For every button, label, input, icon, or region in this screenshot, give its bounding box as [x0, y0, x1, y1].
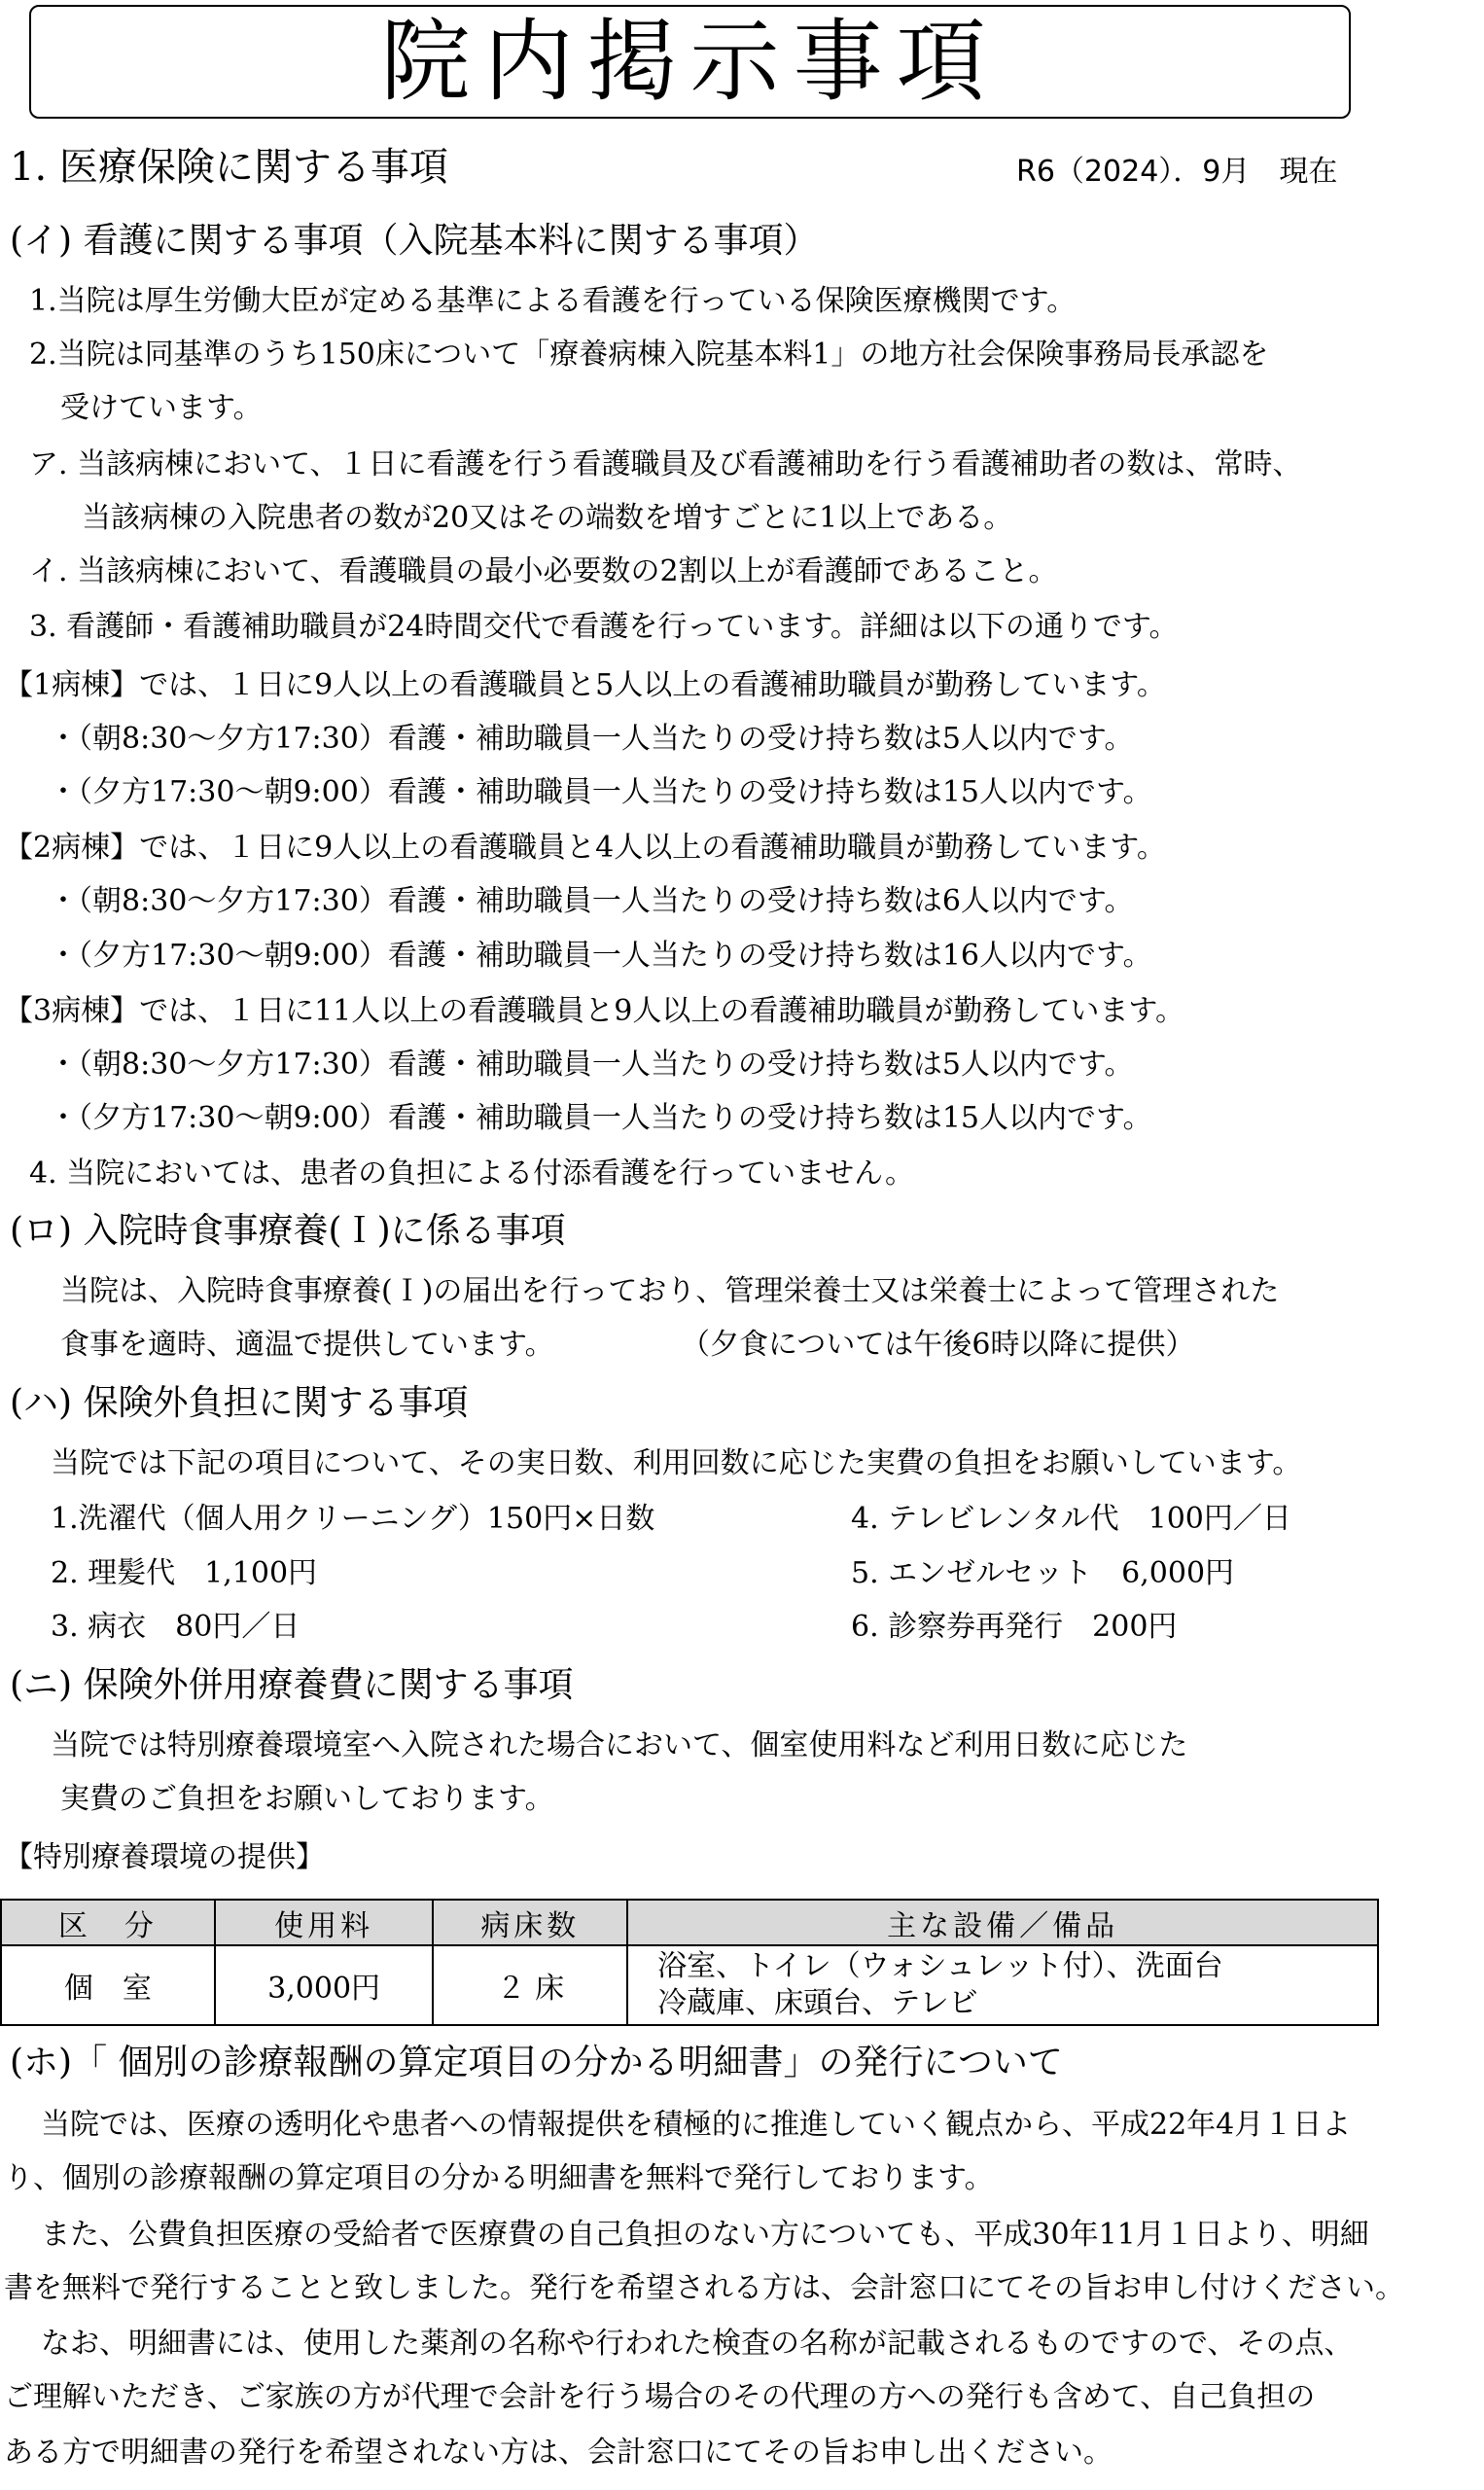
ward-line: 【3病棟】では、１日に11人以上の看護職員と9人以上の看護補助職員が勤務しています。	[4, 994, 1184, 1028]
nursing-line: 4. 当院においては、患者の負担による付添看護を行っていません。	[29, 1156, 914, 1191]
room-table-caption: 【特別療養環境の提供】	[4, 1840, 325, 1874]
section-date: R6（2024）．9月 現在	[1016, 155, 1338, 189]
cell-equipment	[627, 1945, 1378, 2025]
statement-line: ご理解いただき、ご家族の方が代理で会計を行う場合のその代理の方への発行も含めて、自己負担の	[4, 2380, 1316, 2414]
ward-line: 【1病棟】では、１日に9人以上の看護職員と5人以上の看護補助職員が勤務しています。	[4, 668, 1166, 702]
cell-beds: ２ 床	[433, 1945, 627, 2025]
extra-cost-item: 4. テレビレンタル代 100円／日	[851, 1502, 1291, 1536]
statement-line: また、公費負担医療の受給者で医療費の自己負担のない方についても、平成30年11月１日より、明細	[41, 2218, 1369, 2252]
table-header-fee: 使用料	[215, 1900, 434, 1945]
meal-heading: (ロ) 入院時食事療養(Ｉ)に係る事項	[10, 1211, 566, 1251]
nursing-line: イ. 当該病棟において、看護職員の最小必要数の2割以上が看護師であること。	[29, 554, 1058, 588]
ward-line: 【2病棟】では、１日に9人以上の看護職員と4人以上の看護補助職員が勤務しています。	[4, 831, 1166, 865]
room-line: 実費のご負担をお願いしております。	[60, 1782, 554, 1816]
meal-dinner-note: （夕食については午後6時以降に提供）	[681, 1328, 1195, 1362]
room-line: 当院では特別療養環境室へ入院された場合において、個室使用料など利用日数に応じた	[51, 1728, 1188, 1762]
page-title: 院内掲示事項	[380, 9, 1000, 114]
extra-cost-item: 3. 病衣 80円／日	[51, 1610, 300, 1644]
extra-cost-item: 2. 理髪代 1,100円	[51, 1556, 318, 1590]
cell-kubun: 個 室	[1, 1945, 215, 2025]
statement-line: なお、明細書には、使用した薬剤の名称や行われた検査の名称が記載されるものですので、その点、	[41, 2327, 1354, 2361]
statement-line: 当院では、医療の透明化や患者への情報提供を積極的に推進していく観点から、平成22年4月１日よ	[41, 2108, 1352, 2142]
statement-line: ある方で明細書の発行を希望されない方は、会計窓口にてその旨お申し出ください。	[4, 2436, 1113, 2470]
statement-line: り、個別の診療報酬の算定項目の分かる明細書を無料で発行しております。	[4, 2161, 994, 2195]
room-heading: (ニ) 保険外併用療養費に関する事項	[10, 1665, 574, 1705]
special-room-table	[0, 1899, 1379, 2026]
equipment-line: 浴室、トイレ（ウォシュレット付）、洗面台	[657, 1949, 1223, 1983]
nursing-line: 2.当院は同基準のうち150床について「療養病棟入院基本料1」の地方社会保険事務局長承認を	[29, 338, 1269, 372]
statement-heading: (ホ)「 個別の診療報酬の算定項目の分かる明細書」の発行について	[10, 2043, 1063, 2082]
extra-cost-item: 5. エンゼルセット 6,000円	[851, 1556, 1235, 1590]
extra-cost-intro: 当院では下記の項目について、その実日数、利用回数に応じた実費の負担をお願いしています。	[51, 1446, 1302, 1480]
extra-cost-item: 1.洗濯代（個人用クリーニング）150円×日数	[51, 1502, 655, 1536]
extra-cost-item: 6. 診察券再発行 200円	[851, 1610, 1178, 1644]
ward-shift-line: ・（夕方17:30～朝9:00）看護・補助職員一人当たりの受け持ち数は15人以内です。	[49, 775, 1152, 809]
statement-line: 書を無料で発行することと致しました。発行を希望される方は、会計窓口にてその旨お申し付けください。	[4, 2271, 1404, 2305]
nursing-heading: (イ) 看護に関する事項（入院基本料に関する事項）	[10, 221, 819, 261]
nursing-line: 当該病棟の入院患者の数が20又はその端数を増すごとに1以上である。	[82, 501, 1013, 535]
ward-shift-line: ・（夕方17:30～朝9:00）看護・補助職員一人当たりの受け持ち数は16人以内です。	[49, 939, 1152, 973]
meal-line: 当院は、入院時食事療養(Ｉ)の届出を行っており、管理栄養士又は栄養士によって管理された	[60, 1274, 1280, 1308]
cell-fee: 3,000円	[215, 1945, 434, 2025]
table-header-row	[1, 1900, 1378, 1945]
nursing-line: 3. 看護師・看護補助職員が24時間交代で看護を行っています。詳細は以下の通りです。	[29, 610, 1179, 644]
table-header-kubun: 区 分	[1, 1900, 215, 1945]
ward-shift-line: ・（夕方17:30～朝9:00）看護・補助職員一人当たりの受け持ち数は15人以内です。	[49, 1101, 1152, 1135]
ward-shift-line: ・（朝8:30～夕方17:30）看護・補助職員一人当たりの受け持ち数は6人以内です。	[49, 884, 1134, 918]
table-header-beds: 病床数	[433, 1900, 627, 1945]
table-header-equipment: 主な設備／備品	[627, 1900, 1378, 1945]
ward-shift-line: ・（朝8:30～夕方17:30）看護・補助職員一人当たりの受け持ち数は5人以内です。	[49, 1048, 1134, 1082]
nursing-line: ア. 当該病棟において、１日に看護を行う看護職員及び看護補助を行う看護補助者の数は、常時、	[29, 447, 1302, 481]
nursing-line: 1.当院は厚生労働大臣が定める基準による看護を行っている保険医療機関です。	[29, 284, 1077, 318]
ward-shift-line: ・（朝8:30～夕方17:30）看護・補助職員一人当たりの受け持ち数は5人以内です。	[49, 722, 1134, 756]
table-row	[1, 1945, 1378, 2025]
section1-heading: 1. 医療保険に関する事項	[10, 145, 448, 190]
notice-title-box	[29, 5, 1351, 119]
extra-cost-heading: (ハ) 保険外負担に関する事項	[10, 1383, 469, 1423]
nursing-line: 受けています。	[60, 391, 263, 425]
equipment-line: 冷蔵庫、床頭台、テレビ	[657, 1986, 978, 2020]
meal-line: 食事を適時、適温で提供しています。	[60, 1328, 554, 1362]
